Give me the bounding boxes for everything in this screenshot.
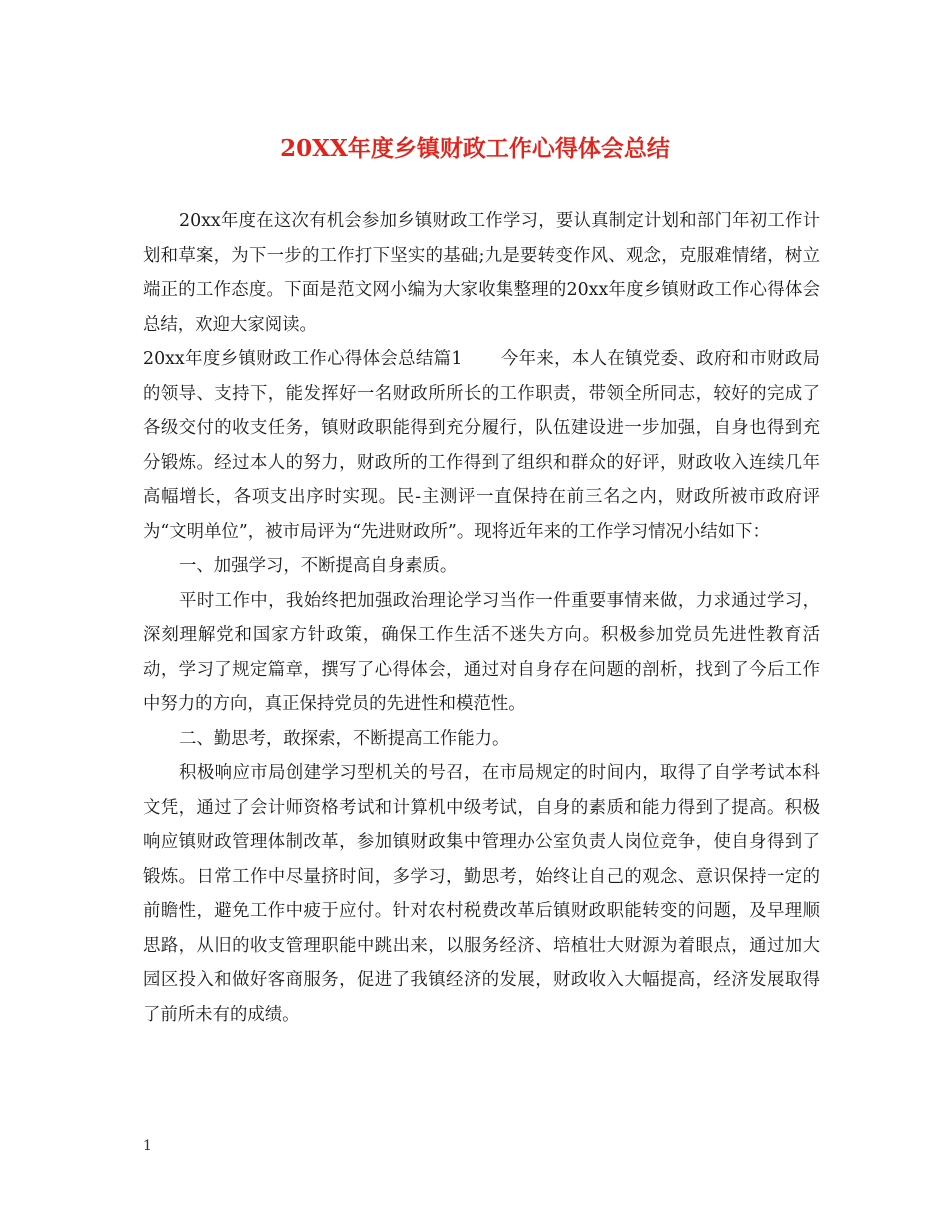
point-2-heading: 二、勤思考，敢探索，不断提高工作能力。 xyxy=(179,728,510,749)
section-body: 今年来，本人在镇党委、政府和市财政局的领导、支持下，能发挥好一名财政所所长的工作职责，带领全所同志，较好的完成了各级交付的收支任务，镇财政职能得到充分履行，队伍建设进一步加强，自身也得到充分锻炼。经过本人的努力，财政所的工作得到了组织和群众的好评，财政收入连续几年高幅增长，各项支出序时实现。民-主测评一直保持在前三名之内，财政所被市政府评为“文明单位”，被市局评为“先进财政所”。现将近年来的工作学习情况小结如下： xyxy=(143,349,820,542)
document-body xyxy=(143,204,820,1032)
point-2-body: 积极响应市局创建学习型机关的号召，在市局规定的时间内，取得了自学考试本科文凭，通过了会计师资格考试和计算机中级考试，自身的素质和能力得到了提高。积极响应镇财政管理体制改革，参加镇财政集中管理办公室负责人岗位竞争，使自身得到了锻炼。日常工作中尽量挤时间，多学习，勤思考，始终让自己的观念、意识保持一定的前瞻性，避免工作中疲于应付。针对农村税费改革后镇财政职能转变的问题，及早理顺思路，从旧的收支管理职能中跳出来，以服务经济、培植壮大财源为着眼点，通过加大园区投入和做好客商服务，促进了我镇经济的发展，财政收入大幅提高，经济发展取得了前所未有的成绩。 xyxy=(143,763,820,1025)
section-heading: 20xx年度乡镇财政工作心得体会总结篇1 xyxy=(143,349,463,369)
page-number: 1 xyxy=(143,1138,152,1154)
document-title: 20XX年度乡镇财政工作心得体会总结 xyxy=(280,135,670,162)
intro-paragraph: 20xx年度在这次有机会参加乡镇财政工作学习，要认真制定计划和部门年初工作计划和草案，为下一步的工作打下坚实的基础;九是要转变作风、观念，克服难情绪，树立端正的工作态度。下面是范文网小编为大家收集整理的20xx年度乡镇财政工作心得体会总结，欢迎大家阅读。 xyxy=(143,211,820,335)
point-1-body: 平时工作中，我始终把加强政治理论学习当作一件重要事情来做，力求通过学习，深刻理解党和国家方针政策，确保工作生活不迷失方向。积极参加党员先进性教育活动，学习了规定篇章，撰写了心得体会，通过对自身存在问题的剖析，找到了今后工作中努力的方向，真正保持党员的先进性和模范性。 xyxy=(143,590,820,714)
section-paragraph xyxy=(143,342,820,549)
point-1-heading: 一、加强学习，不断提高自身素质。 xyxy=(179,556,458,576)
